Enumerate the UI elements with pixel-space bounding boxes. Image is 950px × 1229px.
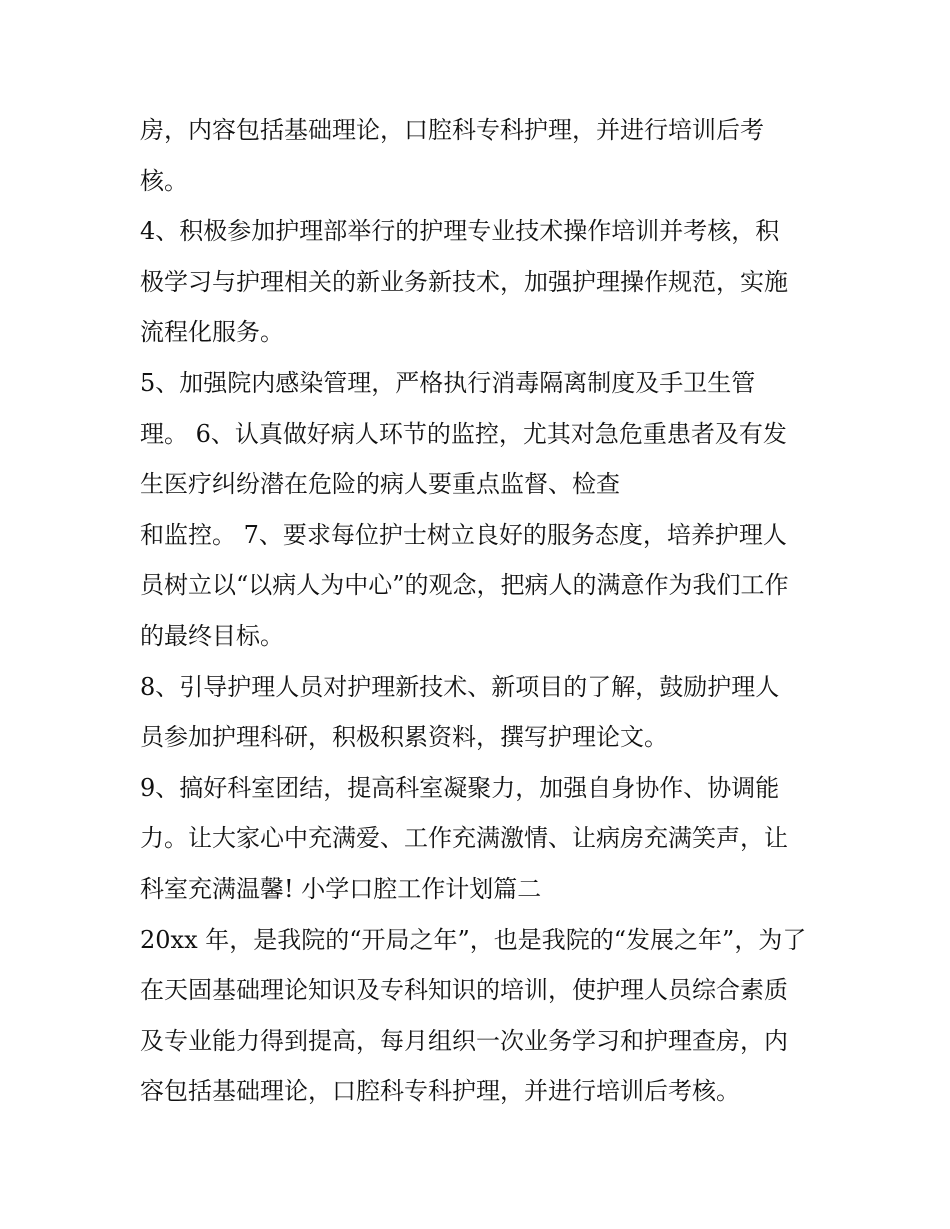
text-line: 科室充满温馨! 小学口腔工作计划篇二 — [140, 874, 542, 903]
text-line: 在天固基础理论知识及专科知识的培训，使护理人员综合素质 — [140, 976, 788, 1005]
text-line: 流程化服务。 — [140, 318, 284, 347]
text-line: 容包括基础理论，口腔科专科护理，并进行培训后考核。 — [140, 1077, 740, 1106]
text-line: 理。 6、认真做好病人环节的监控，尤其对急危重患者及有发 — [140, 419, 787, 448]
text-line: 极学习与护理相关的新业务新技术，加强护理操作规范，实施 — [140, 267, 788, 296]
document-body — [140, 105, 830, 1117]
text-line: 核。 — [140, 166, 188, 195]
text-line: 9、搞好科室团结，提高科室凝聚力，加强自身协作、协调能 — [140, 773, 780, 802]
text-line: 4、积极参加护理部举行的护理专业技术操作培训并考核，积 — [140, 217, 780, 246]
text-line: 8、引导护理人员对护理新技术、新项目的了解，鼓励护理人 — [140, 672, 780, 701]
text-line: 的最终目标。 — [140, 621, 284, 650]
text-line: 和监控。 7、要求每位护士树立良好的服务态度，培养护理人 — [140, 520, 787, 549]
text-line: 生医疗纠纷潜在危险的病人要重点监督、检查 — [140, 470, 620, 499]
text-line: 员参加护理科研，积极积累资料，撰写护理论文。 — [140, 723, 668, 752]
text-line: 力。让大家心中充满爱、工作充满激情、让病房充满笑声，让 — [140, 824, 788, 853]
text-line: 20xx 年，是我院的“开局之年”，也是我院的“发展之年”，为了 — [140, 925, 807, 954]
text-line: 5、加强院内感染管理，严格执行消毒隔离制度及手卫生管 — [140, 368, 756, 397]
text-line: 房，内容包括基础理论，口腔科专科护理，并进行培训后考 — [140, 116, 764, 144]
text-line: 及专业能力得到提高，每月组织一次业务学习和护理查房，内 — [140, 1026, 788, 1055]
text-line: 员树立以“以病人为中心”的观念，把病人的满意作为我们工作 — [140, 571, 789, 600]
